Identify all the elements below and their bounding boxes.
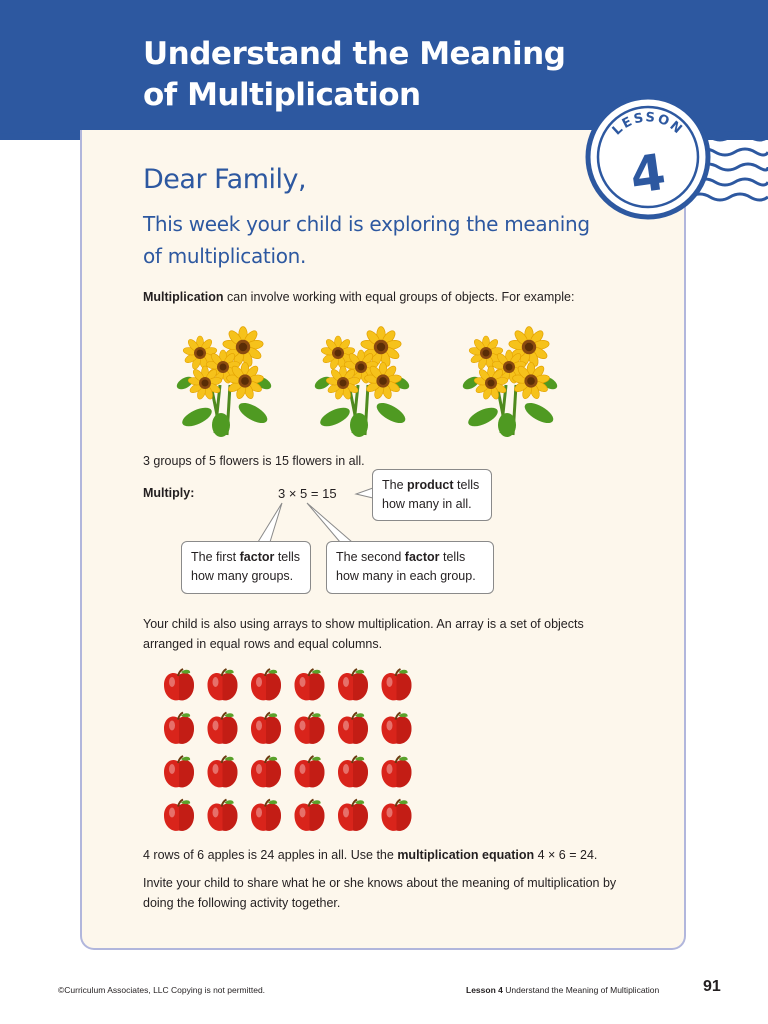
page-title: [143, 34, 565, 116]
apple: [164, 800, 194, 831]
apple: [295, 669, 325, 700]
array-paragraph: Your child is also using arrays to show multiplication. An array is a set of objects arranged in equal rows and equal columns.: [143, 617, 584, 651]
term-factor-second: factor: [404, 550, 440, 564]
apple: [295, 800, 325, 831]
term-multiplication: Multiplication: [143, 290, 224, 304]
apple-array: [160, 665, 420, 835]
paragraph-multiplication: [143, 287, 574, 307]
sunflower-group-2: [313, 325, 413, 441]
multiply-label: Multiply:: [143, 486, 195, 500]
apple: [164, 713, 194, 744]
callout-second-factor: [326, 541, 494, 594]
callout-second-pre: The second: [336, 550, 405, 564]
apple: [251, 713, 281, 744]
paragraph-multiplication-rest: can involve working with equal groups of objects. For example:: [223, 290, 575, 304]
closing-paragraph: Invite your child to share what he or she knows about the meaning of multiplication by doing the following activity together.: [143, 876, 617, 910]
callout-first-pre: The first: [191, 550, 240, 564]
apple: [382, 713, 412, 744]
term-factor-first: factor: [239, 550, 275, 564]
apple: [208, 800, 238, 831]
callout-first-factor: [181, 541, 311, 594]
apples-sentence-pre: 4 rows of 6 apples is 24 apples in all. Use the: [143, 848, 398, 862]
apple: [338, 669, 368, 700]
groups-sentence: 3 groups of 5 flowers is 15 flowers in all.: [143, 454, 365, 468]
page-title-line2: of Multiplication: [143, 77, 421, 113]
apple: [338, 713, 368, 744]
apple: [251, 800, 281, 831]
page-number: 91: [703, 978, 721, 995]
term-product: product: [407, 478, 454, 492]
apple: [208, 756, 238, 787]
multiplication-equation: 3 × 5 = 15: [278, 486, 337, 501]
footer-lesson-title: Understand the Meaning of Multiplication: [502, 985, 660, 995]
footer-lesson-number: Lesson 4: [466, 985, 503, 995]
stamp-number: 4: [626, 142, 670, 206]
copyright-notice: ©Curriculum Associates, LLC Copying is not permitted.: [58, 985, 266, 995]
apple: [251, 669, 281, 700]
apple: [382, 756, 412, 787]
apple: [164, 756, 194, 787]
intro-text: This week your child is exploring the meaning of multiplication.: [143, 212, 590, 268]
apple: [382, 669, 412, 700]
callout-product-post: tells how many in all.: [382, 478, 480, 511]
stamp-label: LESSON: [609, 110, 687, 139]
callout-product: [372, 469, 492, 521]
apple: [382, 800, 412, 831]
apple: [208, 669, 238, 700]
footer-lesson-line: [466, 985, 659, 995]
apple: [295, 756, 325, 787]
apple: [164, 669, 194, 700]
sunflower-group-3: [461, 325, 561, 441]
callout-product-pre: The: [382, 478, 408, 492]
apple: [208, 713, 238, 744]
apples-sentence: [143, 845, 597, 865]
callout-second-post: tells how many in each group.: [336, 550, 476, 583]
apple: [295, 713, 325, 744]
greeting: Dear Family,: [143, 164, 307, 195]
callout-first-post: tells how many groups.: [191, 550, 301, 583]
page-title-line1: Understand the Meaning: [143, 36, 566, 72]
apple: [251, 756, 281, 787]
apples-sentence-post: 4 × 6 = 24.: [534, 848, 598, 862]
sunflower-group-1: [175, 325, 275, 441]
apple: [338, 800, 368, 831]
lesson-stamp: [580, 95, 768, 225]
term-multiplication-equation: multiplication equation: [397, 848, 535, 862]
apple: [338, 756, 368, 787]
